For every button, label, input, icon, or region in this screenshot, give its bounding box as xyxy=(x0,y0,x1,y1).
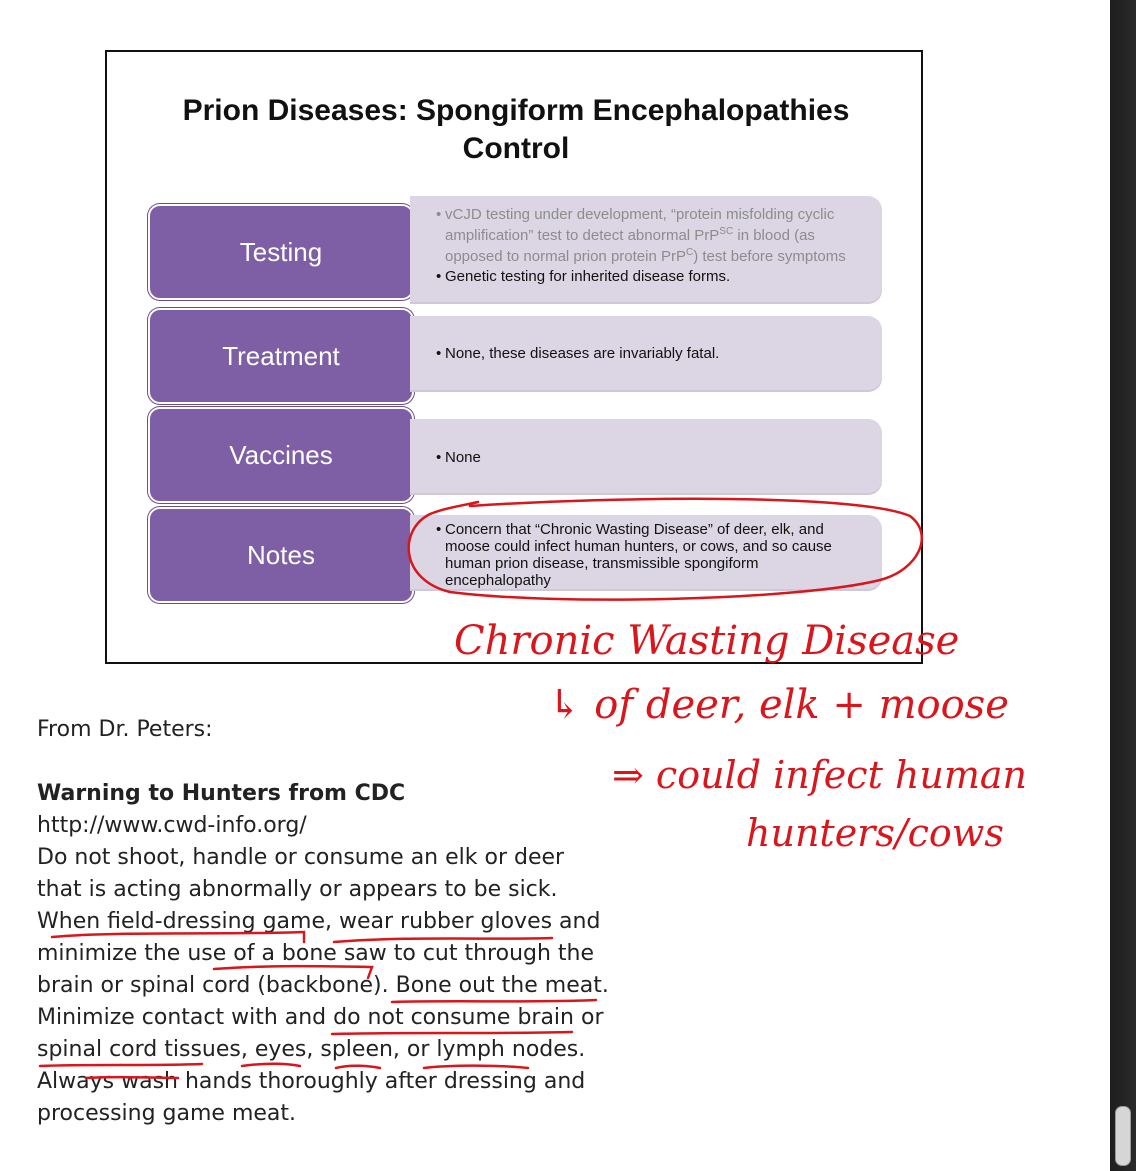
body-line: Always wash hands thoroughly after dressing and xyxy=(37,1069,586,1094)
cwd-url: http://www.cwd-info.org/ xyxy=(37,813,307,838)
body-line: brain or spinal cord (backbone). Bone out the meat. xyxy=(37,973,609,998)
body-line: Do not shoot, handle or consume an elk or deer xyxy=(37,845,565,870)
underline-rubber-gloves xyxy=(334,938,552,942)
body-line: minimize the use of a bone saw to cut through the xyxy=(37,941,595,966)
underline-spinal xyxy=(40,1064,202,1066)
category-vaccines: Vaccines xyxy=(148,407,414,503)
body-line: spinal cord tissues, eyes, spleen, or lymph nodes. xyxy=(37,1037,586,1062)
underline-eyes xyxy=(242,1064,300,1066)
testing-bullet-2: • Genetic testing for inherited disease forms. xyxy=(436,268,856,285)
category-testing: Testing xyxy=(148,204,414,300)
body-line: Minimize contact with and do not consume brain or xyxy=(37,1005,604,1030)
body-line: that is acting abnormally or appears to be sick. xyxy=(37,877,558,902)
underline-brain xyxy=(332,1032,572,1034)
vaccines-bullet-1: • None xyxy=(436,449,856,466)
underline-bone-out xyxy=(392,1000,596,1002)
scrollbar-thumb[interactable] xyxy=(1115,1106,1131,1166)
body-line: When field-dressing game, wear rubber gloves and xyxy=(37,909,601,934)
treatment-bullet-1: • None, these diseases are invariably fatal. xyxy=(436,345,856,362)
underline-bone-saw xyxy=(214,966,372,978)
ink-line-1: Chronic Wasting Disease xyxy=(454,618,960,664)
ink-line-3: ⇒ could infect human xyxy=(612,753,1028,797)
ink-line-4: hunters/cows xyxy=(746,811,1004,855)
underline-wash xyxy=(86,1077,178,1078)
scrollbar-track[interactable] xyxy=(1110,0,1136,1171)
underline-lymph xyxy=(424,1066,528,1068)
category-notes: Notes xyxy=(148,507,414,603)
underline-field-dressing xyxy=(52,932,304,942)
warning-heading: Warning to Hunters from CDC xyxy=(37,781,406,806)
ink-line-2: ↳ of deer, elk + moose xyxy=(548,682,1009,728)
testing-bullet-1: • vCJD testing under development, “protein misfolding cyclic amplification” test to detect abnormal PrP$^{SC}$ in blood (as opposed to normal prion protein PrP$^C$) test before symptoms xyxy=(436,206,856,265)
body-line: processing game meat. xyxy=(37,1101,297,1126)
notes-circle xyxy=(409,499,922,600)
from-line: From Dr. Peters: xyxy=(37,717,213,742)
underline-spleen xyxy=(336,1066,380,1068)
slide-title: Prion Diseases: Spongiform Encephalopathies Control xyxy=(182,94,850,165)
category-treatment: Treatment xyxy=(148,308,414,404)
notes-bullet-1: • Concern that “Chronic Wasting Disease” of deer, elk, and moose could infect human hunters, or cows, and so cause human prion disease, transmissible spongiform encephalopathy xyxy=(436,521,856,589)
